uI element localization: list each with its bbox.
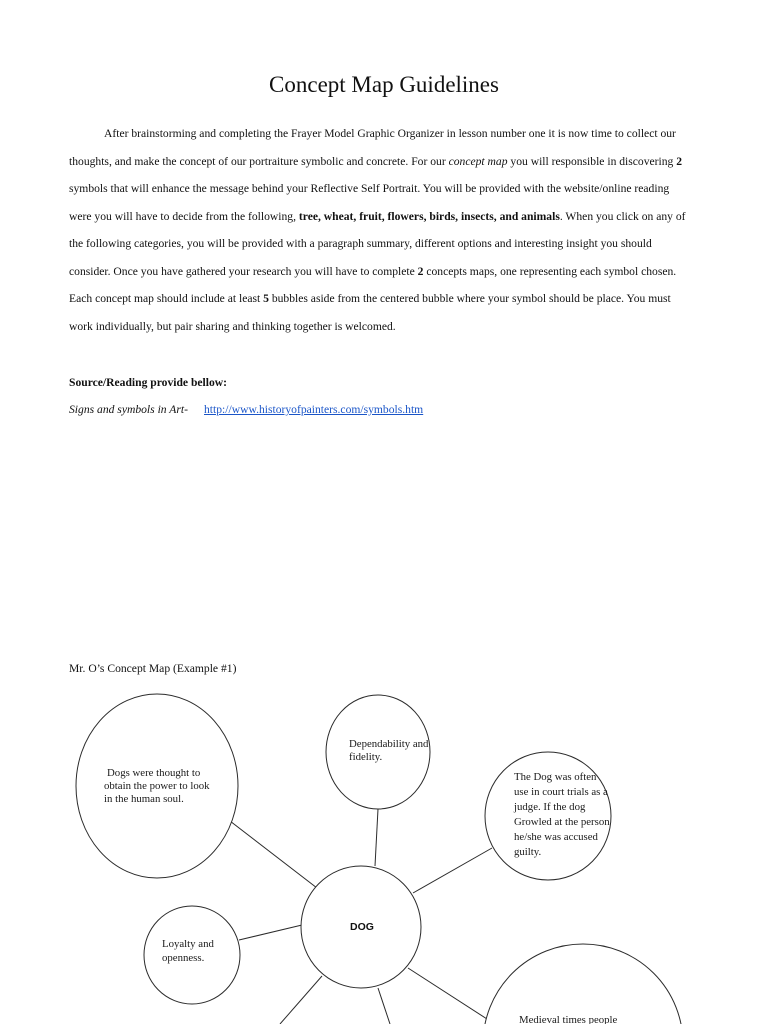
- bubble-text-line: Dogs were thought to: [107, 767, 201, 779]
- text-run-italic: concept map: [448, 154, 508, 168]
- bubble-text-line: fidelity.: [349, 751, 383, 763]
- bubble-text-line: judge. If the dog: [514, 801, 586, 813]
- example-caption: Mr. O’s Concept Map (Example #1): [69, 662, 237, 675]
- center-bubble-label: DOG: [350, 921, 374, 933]
- connector-line: [413, 848, 492, 893]
- connector-line: [375, 809, 378, 866]
- source-link[interactable]: http://www.historyofpainters.com/symbols.htm: [204, 403, 424, 416]
- text-run-bold: 2: [676, 154, 683, 168]
- text-run: . When you click on any of: [559, 209, 686, 223]
- text-run: work individually, but pair sharing and thinking together is welcomed.: [69, 319, 396, 333]
- bubble-text-line: openness.: [162, 952, 205, 964]
- text-run: bubbles aside from the centered bubble where your symbol should be place. You must: [268, 292, 671, 305]
- text-run-bold: 2: [417, 264, 424, 278]
- bubble-text-line: he/she was accused: [514, 831, 598, 843]
- bubble-text-line: use in court trials as a: [514, 786, 608, 798]
- bubble-text-line: guilty.: [514, 846, 542, 858]
- bubble-text-line: Medieval times people: [519, 1014, 618, 1024]
- connector-line: [239, 925, 302, 940]
- bubble-medieval-text: [519, 1013, 617, 1024]
- bubble-medieval: [483, 944, 683, 1024]
- bubble-loyalty-text: [162, 937, 214, 965]
- bubble-human-soul-text: [104, 767, 210, 806]
- text-run-bold: tree, wheat, fruit, flowers, birds, insects, and animals: [298, 209, 560, 223]
- bubble-text-line: in the human soul.: [104, 793, 184, 805]
- connector-line: [280, 976, 322, 1024]
- bubble-text-line: The Dog was often: [514, 771, 597, 783]
- text-run: you will responsible in discovering: [507, 154, 677, 168]
- bubble-text-line: Dependability and: [349, 738, 429, 750]
- text-run: concepts maps, one representing each symbol chosen.: [423, 264, 677, 278]
- text-run: Each concept map should include at least: [69, 292, 264, 305]
- text-run: the following categories, you will be provided with a paragraph summary, different options and interesting insight you should: [69, 237, 652, 250]
- source-heading: Source/Reading provide bellow:: [69, 376, 228, 389]
- text-run: After brainstorming and completing the Frayer Model Graphic Organizer in lesson number one it is now time to collect our: [104, 127, 676, 140]
- source-label: Signs and symbols in Art-: [69, 403, 188, 416]
- bubble-text-line: obtain the power to look: [104, 780, 210, 792]
- text-run: symbols that will enhance the message behind your Reflective Self Portrait. You will be provided with the website/online reading: [69, 182, 670, 195]
- text-run: thoughts, and make the concept of our portraiture symbolic and concrete. For our: [69, 154, 449, 168]
- bubble-court-trials-text: [514, 770, 610, 860]
- connector-line: [378, 988, 390, 1024]
- text-run: were you will have to decide from the following,: [69, 209, 299, 223]
- connector-line: [408, 968, 487, 1019]
- text-run: consider. Once you have gathered your research you will have to complete: [69, 264, 418, 278]
- connector-line: [230, 821, 317, 888]
- bubble-text-line: Loyalty and: [162, 938, 214, 950]
- text-run-bold: 5: [263, 292, 269, 305]
- bubble-dependability-text: [349, 738, 428, 764]
- page-title: Concept Map Guidelines: [269, 72, 499, 97]
- bubble-text-line: Growled at the person: [514, 816, 610, 828]
